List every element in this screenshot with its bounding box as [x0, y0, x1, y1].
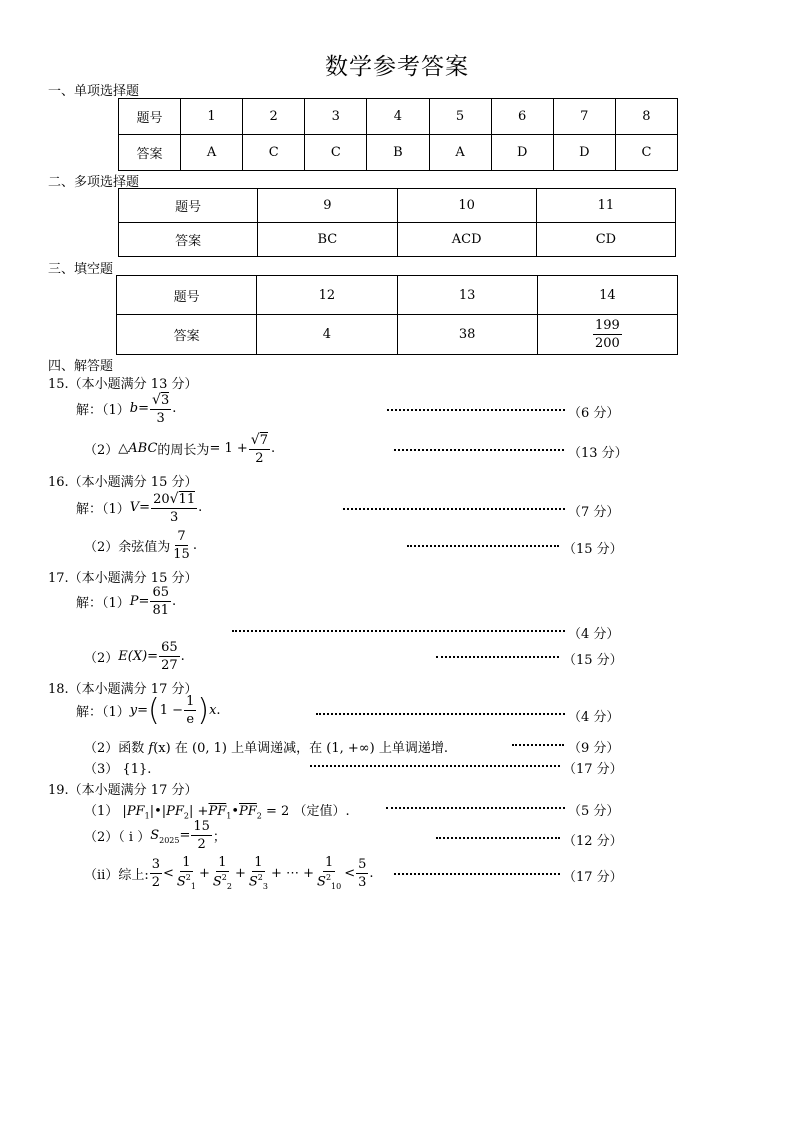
table-cell: 8 — [615, 99, 677, 135]
fraction — [247, 856, 270, 891]
text: （定值）. — [293, 804, 350, 819]
table-cell: 4 — [257, 315, 397, 355]
table-cell: 11 — [536, 189, 675, 223]
denominator: 3 — [156, 411, 165, 426]
table-row-numbers — [119, 189, 676, 223]
q19-part1 — [84, 800, 350, 821]
section-multi-choice: 二、多项选择题 — [48, 175, 140, 190]
math-var: PF — [126, 804, 145, 819]
multi-choice-table — [118, 188, 676, 257]
numerator: √ 3 — [152, 392, 170, 408]
abs-bar: | — [149, 804, 155, 819]
fraction — [159, 641, 180, 672]
radicand: 7 — [259, 433, 268, 448]
table-cell: 38 — [397, 315, 537, 355]
math-punct: . — [198, 500, 203, 515]
abs-bar: | — [161, 804, 167, 819]
leader-dots — [343, 508, 565, 510]
math-op: = — [138, 401, 150, 416]
fraction — [315, 856, 343, 891]
section-fill-blank: 三、填空题 — [48, 262, 114, 277]
fill-blank-table — [116, 275, 678, 355]
denominator: 200 — [594, 336, 620, 351]
q18-part3 — [84, 758, 151, 777]
numerator: 1 — [325, 855, 334, 870]
superscript: 2 — [185, 873, 191, 882]
q19-score-3: （17 分） — [563, 870, 623, 885]
part-label: （1） — [84, 804, 119, 819]
row-label: 答案 — [119, 223, 258, 257]
table-cell: 2 — [243, 99, 305, 135]
subscript: 2 — [256, 811, 262, 821]
table-cell: B — [367, 135, 429, 171]
denominator — [315, 872, 343, 891]
math-var: S — [317, 874, 326, 890]
math-var: y — [129, 703, 138, 718]
leader-dots — [512, 744, 564, 746]
math-var: E(X) — [118, 649, 148, 664]
math-op: + ⋯ + — [270, 865, 315, 881]
numerator: 1 — [182, 855, 191, 870]
q17-score-1: （4 分） — [568, 627, 620, 642]
math-var: f — [148, 741, 154, 756]
leader-dots — [232, 630, 565, 632]
math-punct: . — [180, 649, 185, 664]
math-set: {1} — [122, 762, 148, 777]
q17-header: 17.（本小题满分 15 分） — [48, 571, 198, 586]
q19-part2 — [84, 820, 226, 851]
q19-score-2: （12 分） — [563, 834, 623, 849]
denominator: 3 — [358, 874, 367, 890]
q17-part2 — [84, 641, 185, 672]
q18-header: 18.（本小题满分 17 分） — [48, 682, 198, 697]
interval: (0, 1) — [192, 741, 227, 756]
leader-dots — [316, 713, 565, 715]
superscript: 2 — [325, 873, 332, 882]
table-row-answers — [117, 315, 678, 355]
numerator: 1 — [186, 694, 195, 709]
math-op: = 2 — [266, 804, 290, 819]
q15-score-2: （13 分） — [568, 446, 628, 461]
subscript: 3 — [262, 881, 268, 891]
section-single-choice: 一、单项选择题 — [48, 84, 140, 99]
numerator: 199 — [594, 318, 620, 333]
table-cell: ACD — [397, 223, 536, 257]
row-label: 答案 — [117, 315, 257, 355]
part-label: （2）（ i ） — [84, 830, 151, 845]
table-row-numbers — [119, 99, 678, 135]
text: 上单调递增. — [378, 741, 448, 756]
numerator: 65 — [161, 640, 178, 655]
radicand: 3 — [160, 393, 170, 408]
math-op: = — [137, 703, 149, 718]
subscript: 2025 — [159, 836, 180, 845]
table-cell: 3 — [305, 99, 367, 135]
interval: (1, +∞) — [326, 741, 375, 756]
math-punct: . — [171, 594, 177, 609]
math-op: < — [162, 865, 174, 881]
triangle-symbol: △ — [118, 441, 129, 456]
fraction — [150, 392, 171, 425]
math-var: P — [129, 594, 139, 609]
part-label: （2） — [84, 651, 119, 666]
math-punct: . — [147, 762, 152, 777]
text: 在 — [174, 741, 188, 756]
table-cell: C — [243, 135, 305, 171]
text: 上单调递减，在 — [231, 741, 323, 756]
row-label: 答案 — [119, 135, 181, 171]
table-row-numbers — [117, 276, 678, 315]
numerator: 65 — [152, 585, 169, 600]
part-label: （3） — [84, 762, 119, 777]
subscript: 2 — [226, 881, 232, 891]
q18-part2 — [84, 737, 448, 756]
table-cell: 10 — [397, 189, 536, 223]
table-cell: 4 — [367, 99, 429, 135]
part-label: （2）函数 — [84, 741, 145, 756]
table-cell: 6 — [491, 99, 553, 135]
q17-score-2: （15 分） — [563, 653, 623, 668]
math-op: = — [147, 649, 159, 664]
fraction — [184, 695, 196, 726]
row-label: 题号 — [119, 189, 258, 223]
q15-part2 — [84, 432, 275, 465]
subscript: 1 — [226, 811, 232, 821]
math-op: + — [198, 865, 210, 881]
table-cell: C — [615, 135, 677, 171]
denominator — [175, 872, 198, 891]
table-cell — [537, 315, 677, 355]
numerator: √ 7 — [250, 432, 268, 448]
denominator: 2 — [197, 837, 206, 852]
math-var: S — [176, 874, 186, 890]
math-punct: ； — [212, 830, 226, 845]
section-solutions: 四、解答题 — [48, 359, 114, 374]
part-label: （2） — [84, 443, 119, 458]
q18-part1 — [76, 692, 221, 728]
coefficient: 20 — [153, 492, 170, 507]
denominator: 2 — [151, 874, 160, 890]
part-label: （2）余弦值为 — [84, 540, 171, 555]
denominator: 27 — [161, 658, 178, 673]
table-cell: 14 — [537, 276, 677, 315]
denominator: 3 — [169, 510, 179, 525]
leader-dots — [387, 409, 565, 411]
table-cell: 7 — [553, 99, 615, 135]
denominator: 81 — [152, 603, 169, 618]
fraction — [249, 432, 270, 465]
part-label: （ii）综上: — [84, 867, 149, 883]
math-var: ABC — [128, 441, 158, 456]
table-cell: D — [491, 135, 553, 171]
fraction — [151, 491, 197, 524]
fraction — [175, 856, 198, 891]
leader-dots — [394, 873, 560, 875]
superscript: 2 — [257, 873, 263, 882]
denominator — [211, 872, 234, 891]
abs-bar: | — [189, 804, 194, 819]
leader-dots — [436, 837, 560, 839]
numerator: 5 — [358, 856, 367, 872]
leader-dots — [407, 545, 559, 547]
math-op: • — [154, 804, 162, 819]
q15-part1 — [76, 392, 176, 425]
single-choice-table — [118, 98, 678, 171]
numerator: 1 — [218, 855, 227, 870]
q17-part1 — [76, 586, 176, 617]
fraction — [150, 586, 171, 617]
row-label: 题号 — [117, 276, 257, 315]
fraction — [150, 858, 162, 889]
q18-score-1: （4 分） — [568, 710, 620, 725]
table-cell: D — [553, 135, 615, 171]
math-punct: . — [270, 441, 276, 456]
q18-score-2: （9 分） — [568, 741, 620, 756]
denominator: 15 — [173, 547, 190, 562]
q16-header: 16.（本小题满分 15 分） — [48, 475, 198, 490]
table-row-answers — [119, 135, 678, 171]
page-title: 数学参考答案 — [325, 54, 469, 80]
q19-part3 — [84, 856, 374, 891]
right-paren: ) — [197, 692, 210, 728]
q16-score-2: （15 分） — [563, 542, 623, 557]
math-punct: . — [216, 703, 221, 718]
q18-score-3: （17 分） — [563, 762, 623, 777]
table-cell: 12 — [257, 276, 397, 315]
math-var: S — [212, 874, 222, 890]
denominator — [247, 872, 270, 891]
subscript: 1 — [190, 881, 196, 891]
math-op: = — [139, 500, 151, 515]
math-var: b — [129, 401, 139, 416]
table-cell: C — [305, 135, 367, 171]
denominator: 2 — [255, 451, 264, 466]
denominator: e — [186, 712, 195, 727]
abs-bar: | — [122, 804, 127, 819]
q16-part2 — [84, 530, 197, 561]
leader-dots — [436, 656, 559, 658]
math-op: + — [197, 804, 209, 819]
fraction — [171, 530, 192, 561]
math-punct: . — [369, 865, 374, 881]
math-op: • — [231, 804, 239, 819]
vector: $\overline{PF}$ — [208, 804, 227, 819]
q16-part1 — [76, 491, 202, 524]
radicand: 11 — [178, 492, 196, 507]
math-op: = — [138, 594, 150, 609]
table-cell: BC — [258, 223, 397, 257]
math-var: S — [150, 828, 160, 843]
vector: $\overline{PF}$ — [239, 804, 257, 819]
leader-dots — [386, 807, 565, 809]
leader-dots — [394, 449, 564, 451]
math-term: 1 − — [159, 703, 184, 718]
leader-dots — [310, 765, 560, 767]
q15-score-1: （6 分） — [568, 406, 620, 421]
subscript: 1 — [144, 811, 150, 821]
part-label: 解：（1） — [76, 502, 130, 517]
table-cell: 5 — [429, 99, 491, 135]
numerator: 20 √ 11 — [153, 491, 196, 507]
math-var: V — [129, 500, 140, 515]
math-var: S — [248, 874, 258, 890]
math-op: < — [344, 865, 356, 881]
superscript: 2 — [221, 873, 227, 882]
fraction — [593, 319, 622, 350]
numerator: 15 — [193, 819, 210, 834]
table-cell: 13 — [397, 276, 537, 315]
numerator: 1 — [254, 855, 263, 870]
math-var: PF — [166, 804, 184, 819]
q19-score-1: （5 分） — [568, 804, 620, 819]
part-label: 解：（1） — [76, 596, 130, 611]
numerator: 7 — [177, 529, 186, 544]
numerator: 3 — [151, 856, 160, 872]
table-row-answers — [119, 223, 676, 257]
row-label: 题号 — [119, 99, 181, 135]
math-punct: . — [192, 538, 197, 553]
math-punct: . — [172, 401, 177, 416]
subscript: 2 — [183, 811, 190, 821]
part-label: 解：（1） — [76, 705, 130, 720]
table-cell: CD — [536, 223, 675, 257]
subscript: 10 — [331, 881, 342, 891]
q15-header: 15.（本小题满分 13 分） — [48, 377, 198, 392]
part-label: 解：（1） — [76, 403, 130, 418]
q19-header: 19.（本小题满分 17 分） — [48, 783, 198, 798]
q16-score-1: （7 分） — [568, 505, 620, 520]
fraction — [191, 820, 212, 851]
math-var: x — [209, 703, 217, 718]
text: 的周长为 — [157, 443, 210, 458]
table-cell: A — [429, 135, 491, 171]
table-cell: A — [181, 135, 243, 171]
table-cell: 1 — [181, 99, 243, 135]
fraction — [211, 856, 234, 891]
math-op: + — [234, 865, 246, 881]
math-arg: (x) — [153, 741, 171, 756]
left-paren: ( — [148, 692, 160, 728]
math-op: = — [179, 828, 191, 843]
table-cell: 9 — [258, 189, 397, 223]
fraction — [356, 858, 368, 889]
math-op: = 1 + — [209, 441, 248, 456]
